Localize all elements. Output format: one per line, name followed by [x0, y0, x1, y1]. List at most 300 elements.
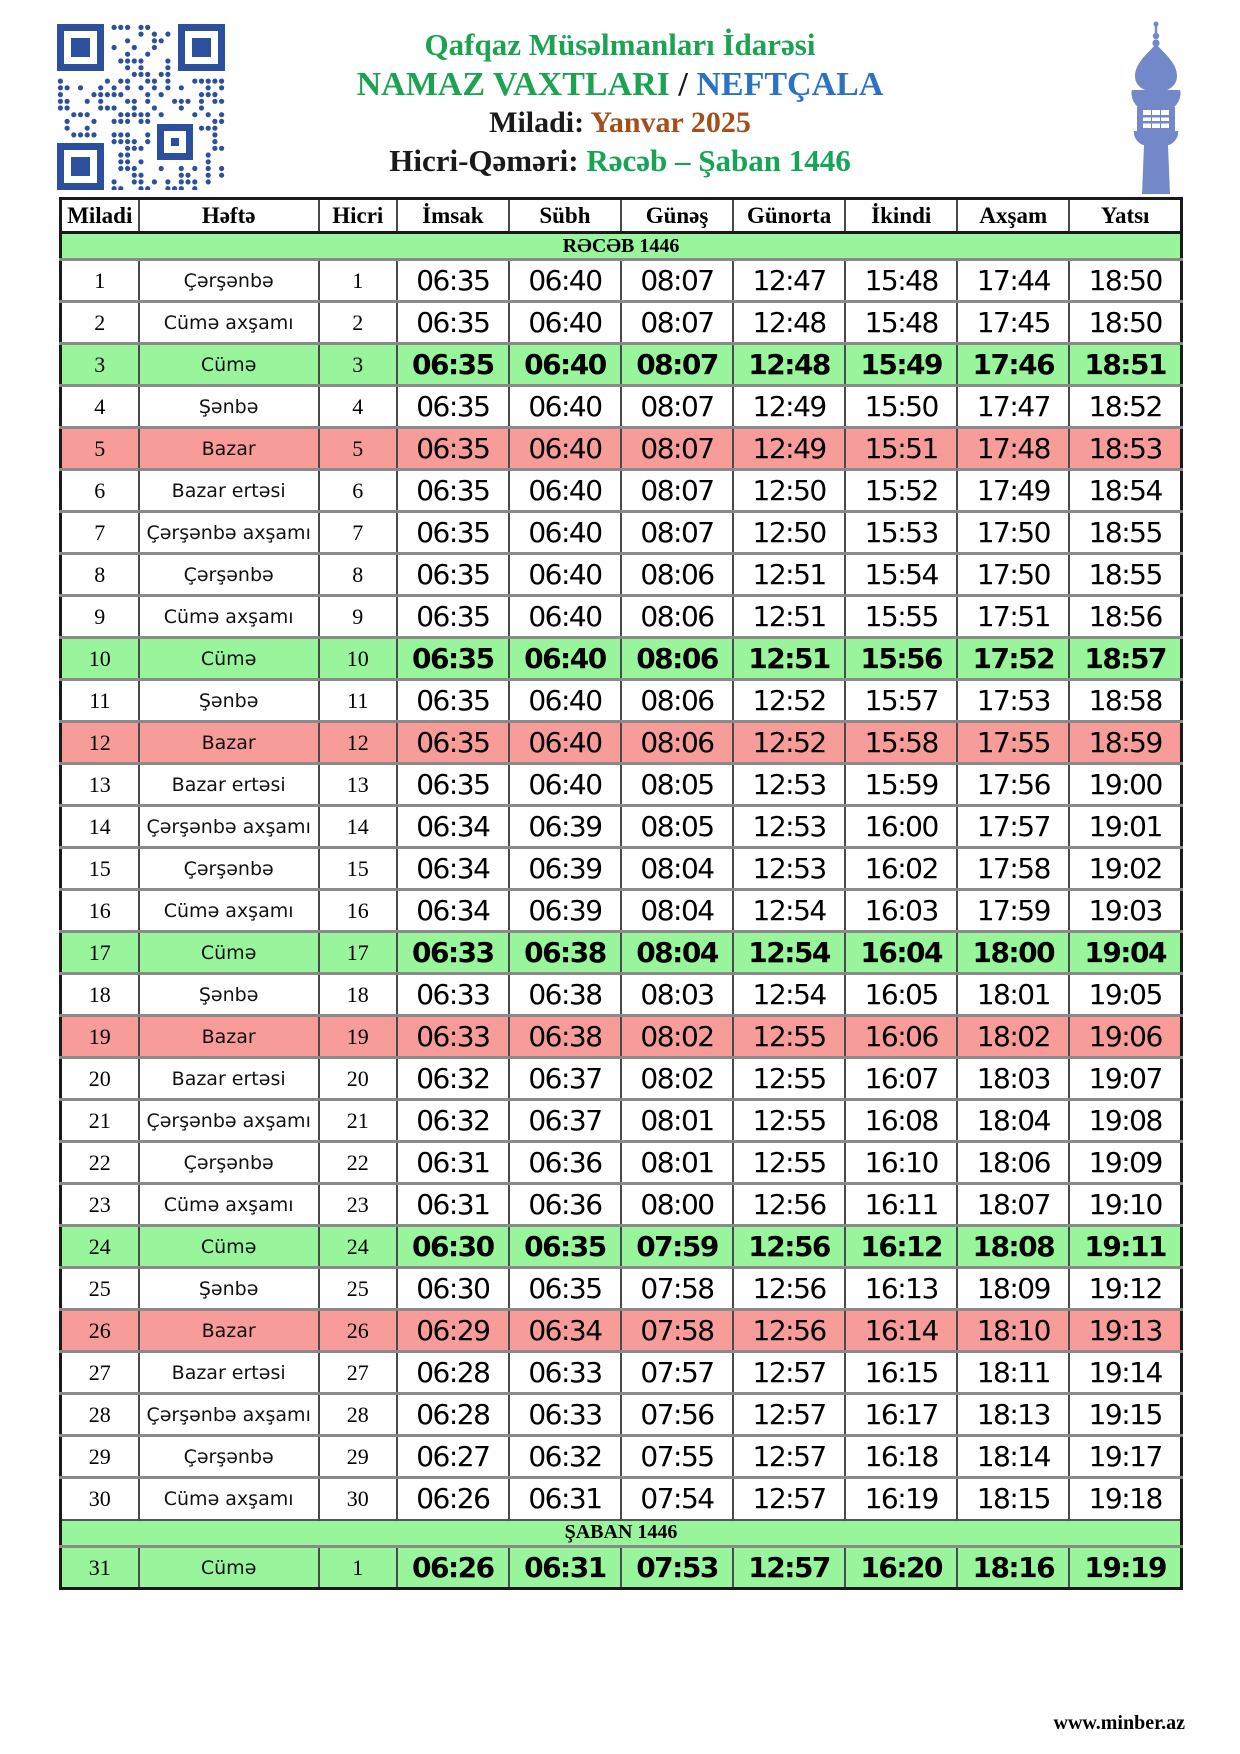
col-header-miladi: Miladi [61, 199, 139, 233]
time-cell: 06:33 [397, 974, 509, 1016]
time-cell: 06:35 [397, 260, 509, 302]
hicri-cell: 24 [319, 1226, 397, 1268]
time-cell: 17:44 [957, 260, 1069, 302]
miladi-cell: 31 [61, 1547, 139, 1589]
time-cell: 06:40 [509, 428, 621, 470]
table-row [61, 1547, 1182, 1589]
miladi-value: Yanvar 2025 [590, 106, 751, 140]
table-row [61, 722, 1182, 764]
weekday-cell: Cümə axşamı [139, 302, 319, 344]
time-cell: 12:49 [733, 428, 845, 470]
time-cell: 08:06 [621, 722, 733, 764]
time-cell: 19:03 [1069, 890, 1181, 932]
time-cell: 06:33 [397, 1016, 509, 1058]
time-cell: 08:07 [621, 260, 733, 302]
hicri-cell: 22 [319, 1142, 397, 1184]
time-cell: 18:53 [1069, 428, 1181, 470]
time-cell: 07:55 [621, 1436, 733, 1478]
time-cell: 06:35 [397, 764, 509, 806]
hicri-cell: 18 [319, 974, 397, 1016]
time-cell: 18:07 [957, 1184, 1069, 1226]
weekday-cell: Çərşənbə axşamı [139, 1394, 319, 1436]
time-cell: 12:48 [733, 302, 845, 344]
time-cell: 18:54 [1069, 470, 1181, 512]
hicri-cell: 12 [319, 722, 397, 764]
time-cell: 06:30 [397, 1226, 509, 1268]
time-cell: 12:57 [733, 1478, 845, 1520]
time-cell: 18:51 [1069, 344, 1181, 386]
time-cell: 06:27 [397, 1436, 509, 1478]
weekday-cell: Şənbə [139, 974, 319, 1016]
weekday-cell: Şənbə [139, 1268, 319, 1310]
time-cell: 06:35 [397, 680, 509, 722]
col-header-gunes: Günəş [621, 199, 733, 233]
time-cell: 06:35 [397, 386, 509, 428]
col-header-imsak: İmsak [397, 199, 509, 233]
hicri-cell: 29 [319, 1436, 397, 1478]
weekday-cell: Cümə axşamı [139, 596, 319, 638]
time-cell: 06:38 [509, 974, 621, 1016]
hicri-cell: 20 [319, 1058, 397, 1100]
time-cell: 06:31 [509, 1547, 621, 1589]
miladi-cell: 24 [61, 1226, 139, 1268]
hicri-cell: 27 [319, 1352, 397, 1394]
weekday-cell: Bazar [139, 428, 319, 470]
time-cell: 19:01 [1069, 806, 1181, 848]
time-cell: 06:26 [397, 1547, 509, 1589]
time-cell: 18:57 [1069, 638, 1181, 680]
miladi-cell: 10 [61, 638, 139, 680]
weekday-cell: Bazar [139, 1310, 319, 1352]
section-band [61, 233, 1182, 260]
hicri-cell: 14 [319, 806, 397, 848]
time-cell: 18:13 [957, 1394, 1069, 1436]
time-cell: 06:36 [509, 1142, 621, 1184]
title-text: NAMAZ VAXTLARI [356, 65, 670, 103]
weekday-cell: Çərşənbə axşamı [139, 512, 319, 554]
hicri-cell: 9 [319, 596, 397, 638]
time-cell: 08:01 [621, 1142, 733, 1184]
col-header-ikindi: İkindi [845, 199, 957, 233]
time-cell: 16:06 [845, 1016, 957, 1058]
miladi-cell: 20 [88, 1065, 111, 1091]
time-cell: 07:53 [621, 1547, 733, 1589]
table-row [61, 1394, 1182, 1436]
time-cell: 16:11 [845, 1184, 957, 1226]
hicri-cell: 6 [319, 470, 397, 512]
table-row [61, 890, 1182, 932]
time-cell: 18:04 [957, 1100, 1069, 1142]
hicri-cell: 8 [319, 554, 397, 596]
title-separator: / [678, 65, 688, 103]
time-cell: 06:35 [397, 638, 509, 680]
time-cell: 15:55 [845, 596, 957, 638]
time-cell: 06:39 [509, 848, 621, 890]
weekday-cell: Çərşənbə axşamı [139, 1100, 319, 1142]
hicri-cell: 26 [319, 1310, 397, 1352]
weekday-cell: Bazar ertəsi [139, 470, 319, 512]
time-cell: 06:37 [509, 1100, 621, 1142]
time-cell: 19:06 [1069, 1016, 1181, 1058]
table-row [61, 1100, 1182, 1142]
time-cell: 19:10 [1069, 1184, 1181, 1226]
miladi-cell: 16 [88, 897, 111, 923]
time-cell: 06:40 [509, 260, 621, 302]
time-cell: 19:09 [1069, 1142, 1181, 1184]
miladi-cell: 23 [88, 1191, 111, 1217]
miladi-cell: 2 [94, 309, 106, 335]
weekday-cell: Bazar [139, 722, 319, 764]
table-row [61, 302, 1182, 344]
time-cell: 07:56 [621, 1394, 733, 1436]
time-cell: 06:40 [509, 638, 621, 680]
time-cell: 08:05 [621, 806, 733, 848]
hicri-cell: 3 [319, 344, 397, 386]
qr-code-icon [57, 24, 225, 190]
table-row [61, 512, 1182, 554]
time-cell: 06:40 [509, 554, 621, 596]
time-cell: 12:57 [733, 1394, 845, 1436]
miladi-cell: 15 [88, 855, 111, 881]
time-cell: 12:56 [733, 1226, 845, 1268]
miladi-cell: 18 [88, 981, 111, 1007]
time-cell: 19:08 [1069, 1100, 1181, 1142]
weekday-cell: Cümə axşamı [139, 890, 319, 932]
time-cell: 12:50 [733, 512, 845, 554]
table-row [61, 932, 1182, 974]
time-cell: 12:56 [733, 1310, 845, 1352]
time-cell: 16:07 [845, 1058, 957, 1100]
section-title: RƏCƏB 1446 [61, 233, 1182, 260]
weekday-cell: Cümə [139, 344, 319, 386]
time-cell: 08:06 [621, 554, 733, 596]
time-cell: 12:57 [733, 1352, 845, 1394]
time-cell: 17:51 [957, 596, 1069, 638]
time-cell: 16:05 [845, 974, 957, 1016]
time-cell: 06:26 [397, 1478, 509, 1520]
time-cell: 17:59 [957, 890, 1069, 932]
time-cell: 08:03 [621, 974, 733, 1016]
weekday-cell: Bazar [139, 1016, 319, 1058]
time-cell: 06:28 [397, 1394, 509, 1436]
table-row [61, 596, 1182, 638]
time-cell: 06:31 [397, 1142, 509, 1184]
time-cell: 19:02 [1069, 848, 1181, 890]
hicri-cell: 1 [319, 260, 397, 302]
time-cell: 17:48 [957, 428, 1069, 470]
time-cell: 12:52 [733, 680, 845, 722]
time-cell: 12:53 [733, 848, 845, 890]
time-cell: 18:01 [957, 974, 1069, 1016]
time-cell: 12:55 [733, 1142, 845, 1184]
miladi-label: Miladi: [489, 106, 585, 140]
table-row [61, 260, 1182, 302]
time-cell: 06:39 [509, 806, 621, 848]
time-cell: 18:55 [1069, 512, 1181, 554]
weekday-cell: Cümə [139, 638, 319, 680]
time-cell: 06:35 [397, 344, 509, 386]
miladi-cell: 27 [88, 1359, 111, 1385]
time-cell: 08:05 [621, 764, 733, 806]
time-cell: 16:03 [845, 890, 957, 932]
time-cell: 08:04 [621, 848, 733, 890]
time-cell: 16:02 [845, 848, 957, 890]
hicri-cell: 7 [319, 512, 397, 554]
time-cell: 19:15 [1069, 1394, 1181, 1436]
miladi-cell: 7 [94, 519, 106, 545]
time-cell: 07:57 [621, 1352, 733, 1394]
weekday-cell: Cümə [139, 1547, 319, 1589]
table-row [61, 344, 1182, 386]
time-cell: 19:04 [1069, 932, 1181, 974]
table-row [61, 1478, 1182, 1520]
hicri-cell: 25 [319, 1268, 397, 1310]
time-cell: 19:19 [1069, 1547, 1181, 1589]
miladi-cell: 9 [94, 603, 106, 629]
table-row [61, 428, 1182, 470]
time-cell: 06:38 [509, 1016, 621, 1058]
time-cell: 12:55 [733, 1058, 845, 1100]
time-cell: 17:49 [957, 470, 1069, 512]
time-cell: 06:35 [397, 302, 509, 344]
time-cell: 06:40 [509, 764, 621, 806]
time-cell: 16:15 [845, 1352, 957, 1394]
time-cell: 06:32 [397, 1100, 509, 1142]
time-cell: 06:34 [397, 848, 509, 890]
time-cell: 06:28 [397, 1352, 509, 1394]
col-header-axsam: Axşam [957, 199, 1069, 233]
time-cell: 17:50 [957, 512, 1069, 554]
time-cell: 06:34 [397, 890, 509, 932]
weekday-cell: Çərşənbə [139, 554, 319, 596]
time-cell: 06:33 [397, 932, 509, 974]
time-cell: 16:13 [845, 1268, 957, 1310]
col-header-subh: Sübh [509, 199, 621, 233]
table-row [61, 974, 1182, 1016]
table-row [61, 806, 1182, 848]
time-cell: 15:56 [845, 638, 957, 680]
time-cell: 08:06 [621, 638, 733, 680]
time-cell: 16:10 [845, 1142, 957, 1184]
time-cell: 12:51 [733, 554, 845, 596]
miladi-cell: 13 [88, 771, 111, 797]
time-cell: 19:12 [1069, 1268, 1181, 1310]
weekday-cell: Çərşənbə [139, 1436, 319, 1478]
time-cell: 08:04 [621, 932, 733, 974]
time-cell: 17:55 [957, 722, 1069, 764]
time-cell: 15:51 [845, 428, 957, 470]
time-cell: 12:56 [733, 1184, 845, 1226]
time-cell: 19:05 [1069, 974, 1181, 1016]
hicri-cell: 23 [319, 1184, 397, 1226]
time-cell: 19:11 [1069, 1226, 1181, 1268]
section-band [61, 1520, 1182, 1547]
time-cell: 12:55 [733, 1100, 845, 1142]
time-cell: 18:16 [957, 1547, 1069, 1589]
time-cell: 16:00 [845, 806, 957, 848]
weekday-cell: Çərşənbə [139, 1142, 319, 1184]
time-cell: 06:29 [397, 1310, 509, 1352]
time-cell: 18:06 [957, 1142, 1069, 1184]
weekday-cell: Cümə [139, 1226, 319, 1268]
time-cell: 06:40 [509, 680, 621, 722]
hicri-cell: 10 [319, 638, 397, 680]
hicri-cell: 16 [319, 890, 397, 932]
weekday-cell: Bazar ertəsi [139, 1058, 319, 1100]
time-cell: 06:39 [509, 890, 621, 932]
time-cell: 12:53 [733, 806, 845, 848]
time-cell: 06:40 [509, 470, 621, 512]
table-row [61, 848, 1182, 890]
time-cell: 17:56 [957, 764, 1069, 806]
time-cell: 15:48 [845, 302, 957, 344]
time-cell: 18:08 [957, 1226, 1069, 1268]
time-cell: 17:58 [957, 848, 1069, 890]
time-cell: 06:40 [509, 596, 621, 638]
time-cell: 08:01 [621, 1100, 733, 1142]
weekday-cell: Şənbə [139, 386, 319, 428]
time-cell: 19:17 [1069, 1436, 1181, 1478]
weekday-cell: Çərşənbə axşamı [139, 806, 319, 848]
table-row [61, 1310, 1182, 1352]
time-cell: 15:48 [845, 260, 957, 302]
time-cell: 07:54 [621, 1478, 733, 1520]
time-cell: 06:38 [509, 932, 621, 974]
time-cell: 06:33 [509, 1352, 621, 1394]
time-cell: 06:32 [397, 1058, 509, 1100]
time-cell: 18:50 [1069, 302, 1181, 344]
table-row [61, 680, 1182, 722]
time-cell: 18:59 [1069, 722, 1181, 764]
miladi-cell: 25 [88, 1275, 111, 1301]
time-cell: 06:35 [397, 722, 509, 764]
time-cell: 06:35 [397, 554, 509, 596]
time-cell: 06:35 [397, 428, 509, 470]
weekday-cell: Çərşənbə [139, 848, 319, 890]
mosque-minaret-icon [1124, 20, 1188, 194]
time-cell: 18:52 [1069, 386, 1181, 428]
time-cell: 08:06 [621, 596, 733, 638]
time-cell: 17:53 [957, 680, 1069, 722]
miladi-cell: 30 [88, 1485, 111, 1511]
col-header-hicri: Hicri [319, 199, 397, 233]
time-cell: 17:57 [957, 806, 1069, 848]
col-header-gunorta: Günorta [733, 199, 845, 233]
time-cell: 15:57 [845, 680, 957, 722]
table-row [61, 1226, 1182, 1268]
time-cell: 18:15 [957, 1478, 1069, 1520]
miladi-cell: 5 [61, 428, 139, 470]
time-cell: 06:40 [509, 344, 621, 386]
time-cell: 06:30 [397, 1268, 509, 1310]
hicri-cell: 2 [319, 302, 397, 344]
time-cell: 18:03 [957, 1058, 1069, 1100]
hicri-value: Rəcəb – Şaban 1446 [586, 142, 851, 178]
time-cell: 15:59 [845, 764, 957, 806]
time-cell: 08:07 [621, 512, 733, 554]
miladi-cell: 19 [61, 1016, 139, 1058]
time-cell: 12:55 [733, 1016, 845, 1058]
time-cell: 06:34 [509, 1310, 621, 1352]
time-cell: 07:58 [621, 1310, 733, 1352]
time-cell: 06:35 [397, 596, 509, 638]
time-cell: 12:56 [733, 1268, 845, 1310]
time-cell: 12:49 [733, 386, 845, 428]
time-cell: 08:02 [621, 1058, 733, 1100]
time-cell: 16:12 [845, 1226, 957, 1268]
weekday-cell: Şənbə [139, 680, 319, 722]
time-cell: 06:31 [397, 1184, 509, 1226]
hicri-cell: 13 [319, 764, 397, 806]
time-cell: 15:54 [845, 554, 957, 596]
time-cell: 16:18 [845, 1436, 957, 1478]
table-row [61, 764, 1182, 806]
weekday-cell: Cümə axşamı [139, 1478, 319, 1520]
time-cell: 06:35 [509, 1226, 621, 1268]
time-cell: 06:35 [397, 470, 509, 512]
section-title: ŞABAN 1446 [61, 1520, 1182, 1547]
hicri-cell: 28 [319, 1394, 397, 1436]
time-cell: 08:07 [621, 470, 733, 512]
time-cell: 12:51 [733, 596, 845, 638]
time-cell: 08:07 [621, 302, 733, 344]
time-cell: 16:20 [845, 1547, 957, 1589]
time-cell: 06:35 [509, 1268, 621, 1310]
weekday-cell: Bazar ertəsi [139, 764, 319, 806]
hicri-cell: 17 [319, 932, 397, 974]
miladi-cell: 1 [94, 267, 106, 293]
time-cell: 06:40 [509, 386, 621, 428]
time-cell: 06:35 [397, 512, 509, 554]
time-cell: 18:50 [1069, 260, 1181, 302]
table-row [61, 1352, 1182, 1394]
weekday-cell: Çərşənbə [139, 260, 319, 302]
time-cell: 08:00 [621, 1184, 733, 1226]
miladi-cell: 3 [61, 344, 139, 386]
time-cell: 12:57 [733, 1436, 845, 1478]
time-cell: 06:37 [509, 1058, 621, 1100]
hicri-cell: 11 [319, 680, 397, 722]
time-cell: 08:04 [621, 890, 733, 932]
time-cell: 08:07 [621, 386, 733, 428]
col-header-hefte: Həftə [139, 199, 319, 233]
time-cell: 12:48 [733, 344, 845, 386]
time-cell: 12:52 [733, 722, 845, 764]
time-cell: 18:00 [957, 932, 1069, 974]
miladi-cell: 22 [88, 1149, 111, 1175]
time-cell: 15:52 [845, 470, 957, 512]
time-cell: 18:55 [1069, 554, 1181, 596]
hicri-cell: 21 [319, 1100, 397, 1142]
time-cell: 18:58 [1069, 680, 1181, 722]
table-row [61, 1268, 1182, 1310]
time-cell: 08:02 [621, 1016, 733, 1058]
time-cell: 17:47 [957, 386, 1069, 428]
weekday-cell: Bazar ertəsi [139, 1352, 319, 1394]
time-cell: 06:40 [509, 722, 621, 764]
time-cell: 19:07 [1069, 1058, 1181, 1100]
hicri-cell: 30 [319, 1478, 397, 1520]
time-cell: 12:50 [733, 470, 845, 512]
time-cell: 17:46 [957, 344, 1069, 386]
table-header-row [61, 199, 1182, 233]
prayer-times-table [59, 197, 1183, 1590]
time-cell: 06:34 [397, 806, 509, 848]
time-cell: 12:54 [733, 932, 845, 974]
miladi-cell: 6 [94, 477, 106, 503]
time-cell: 12:54 [733, 890, 845, 932]
time-cell: 18:14 [957, 1436, 1069, 1478]
